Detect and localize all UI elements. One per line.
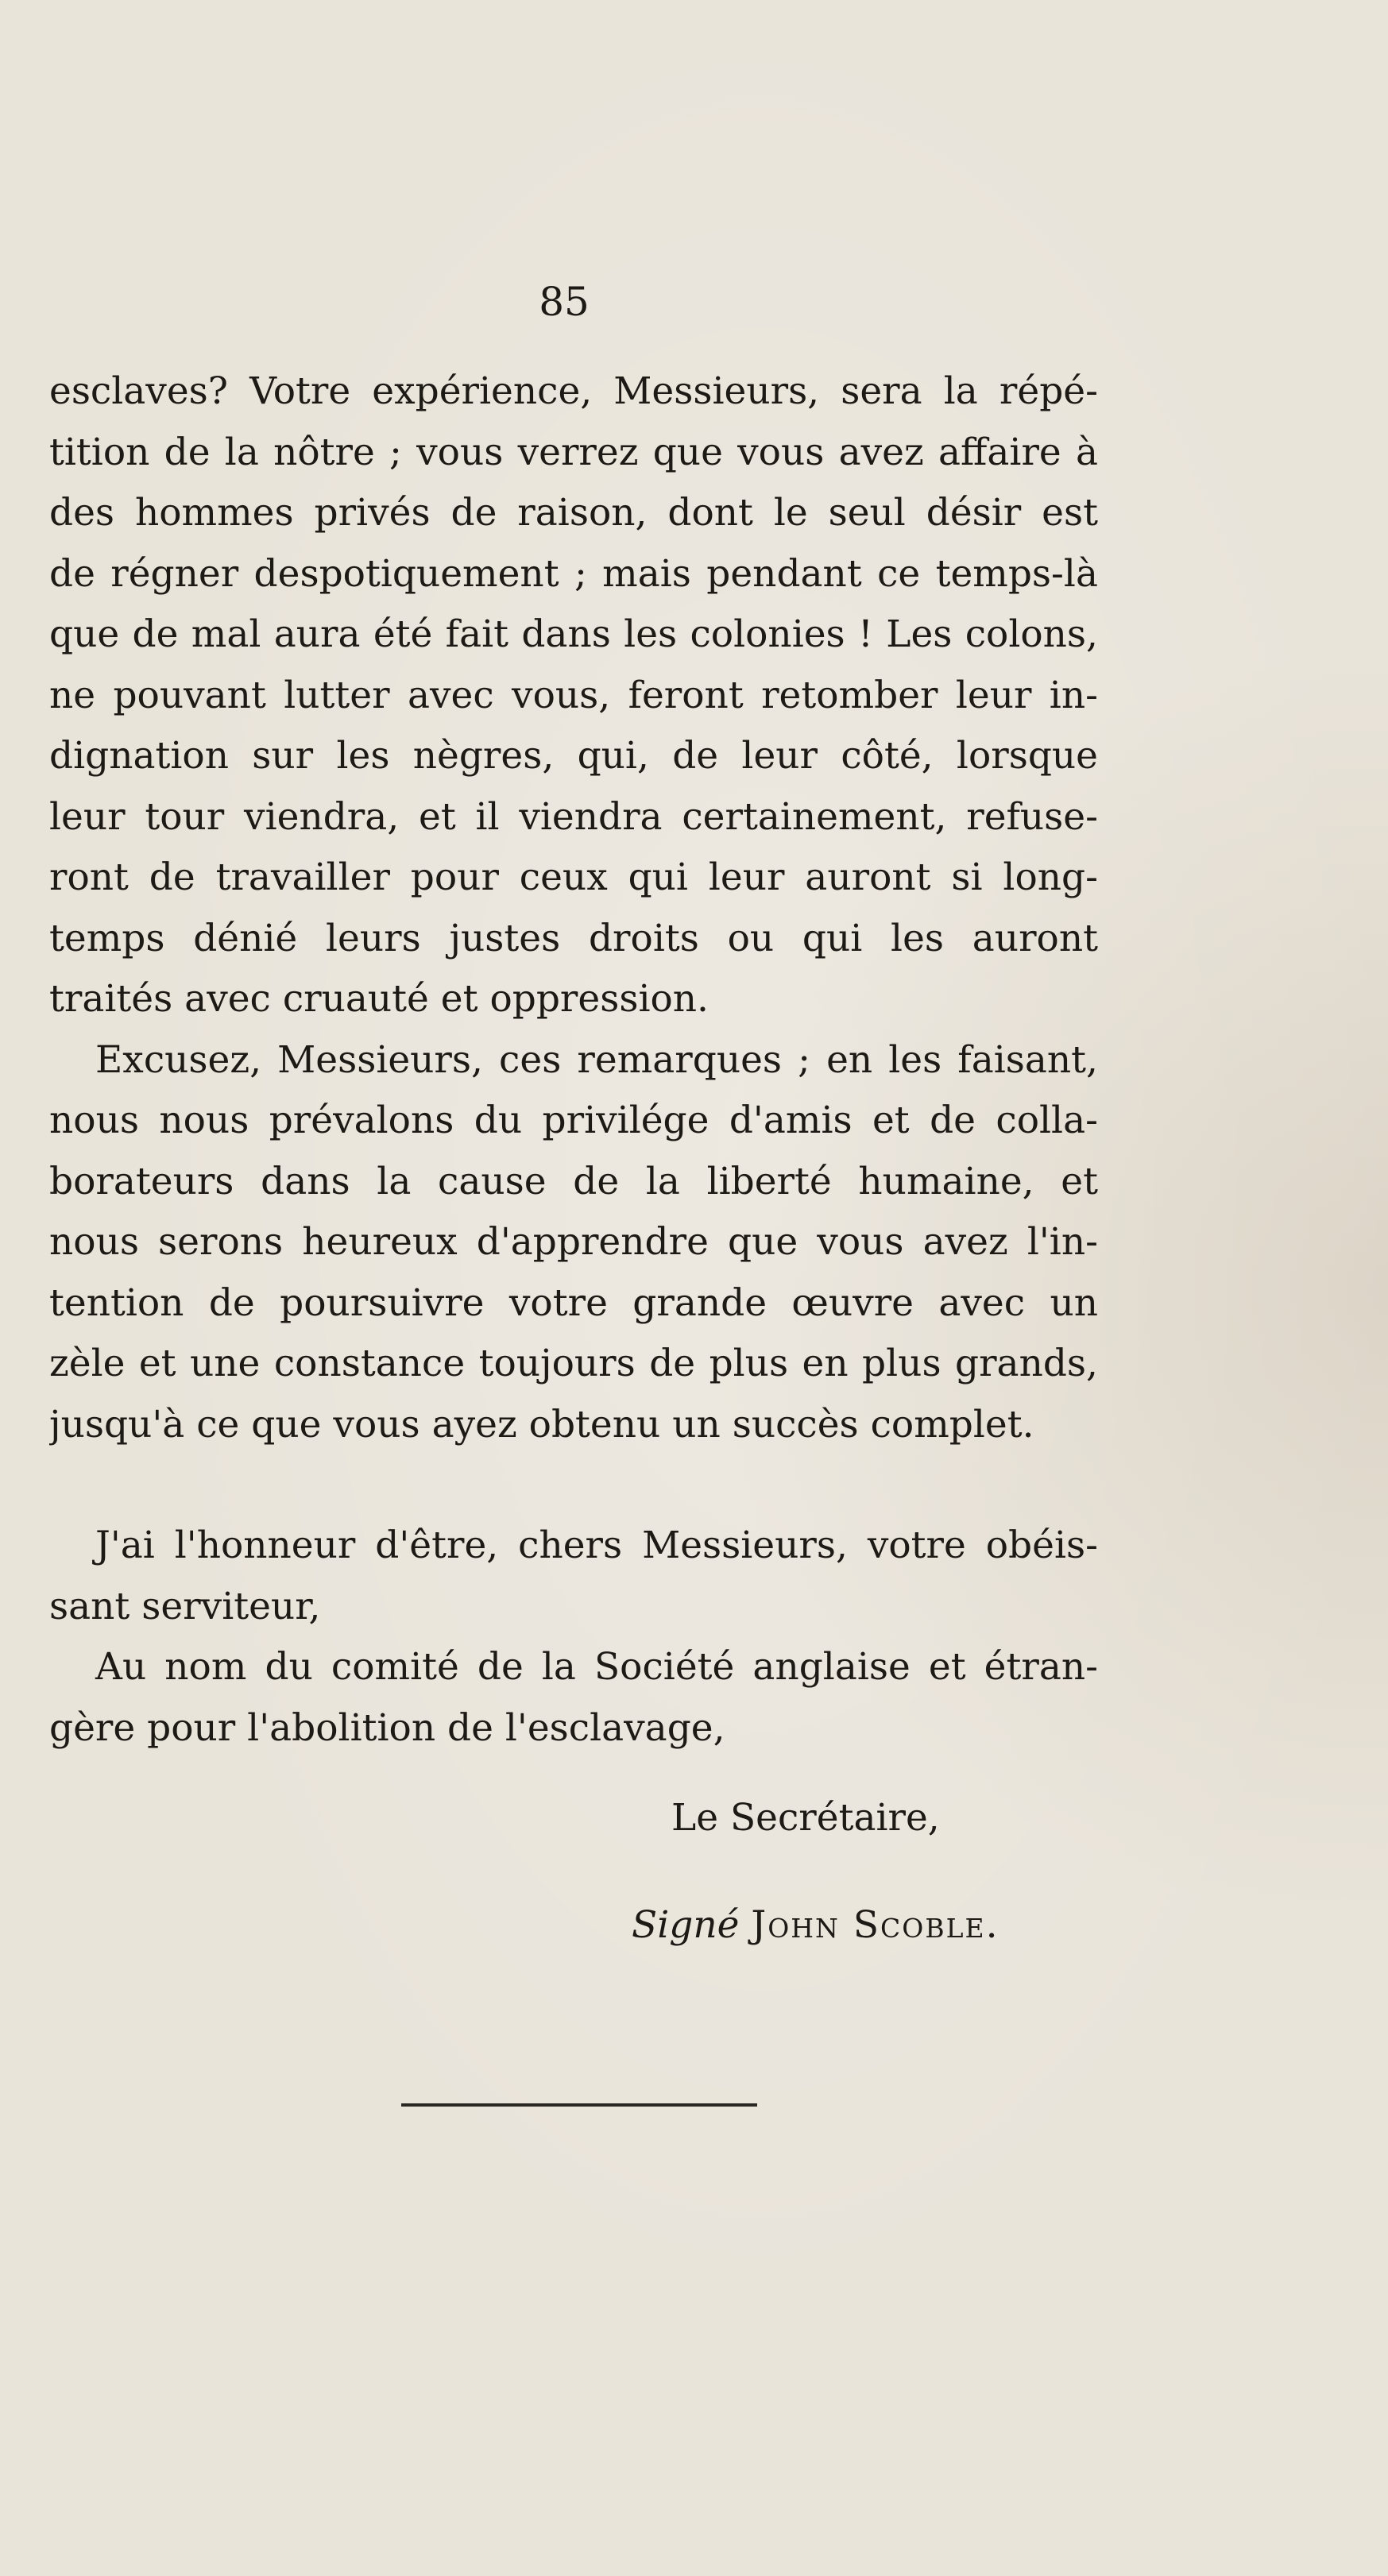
body-line: que de mal aura été fait dans les colonies ! Les colons, (49, 612, 1098, 656)
body-line: Excusez, Messieurs, ces remarques ; en les faisant, (95, 1037, 1098, 1082)
signature-title: Le Secrétaire, (671, 1796, 940, 1840)
letter-body (49, 361, 1098, 1455)
page-number: 85 (539, 279, 590, 325)
body-line: borateurs dans la cause de la liberté humaine, et (49, 1159, 1098, 1203)
body-line: ront de travailler pour ceux qui leur auront si long- (49, 855, 1098, 899)
signature-line (632, 1903, 999, 1947)
closing-line: gère pour l'abolition de l'esclavage, (49, 1705, 725, 1750)
closing-rule (401, 2103, 757, 2107)
body-line: jusqu'à ce que vous ayez obtenu un succès complet. (49, 1402, 1034, 1446)
body-line: esclaves? Votre expérience, Messieurs, sera la répé- (49, 369, 1098, 413)
body-line: dignation sur les nègres, qui, de leur côté, lorsque (49, 734, 1098, 778)
body-line: temps dénié leurs justes droits ou qui les auront (49, 916, 1098, 960)
body-line: nous nous prévalons du privilége d'amis et de colla- (49, 1099, 1098, 1142)
body-line: de régner despotiquement ; mais pendant ce temps-là (49, 551, 1098, 596)
closing-line: sant serviteur, (49, 1584, 321, 1628)
closing-line: Au nom du comité de la Société anglaise et étran- (95, 1645, 1098, 1689)
body-line: des hommes privés de raison, dont le seul désir est (49, 491, 1098, 535)
signed-word: Signé (632, 1903, 740, 1947)
body-line: nous serons heureux d'apprendre que vous avez l'in- (49, 1220, 1098, 1264)
body-line: traités avec cruauté et oppression. (49, 977, 709, 1021)
body-line: leur tour viendra, et il viendra certainement, refuse- (49, 794, 1098, 839)
body-line: tition de la nôtre ; vous verrez que vous avez affaire à (49, 430, 1098, 474)
closing-line: J'ai l'honneur d'être, chers Messieurs, votre obéis- (95, 1524, 1098, 1567)
letter-closing (49, 1516, 1098, 1759)
body-line: ne pouvant lutter avec vous, feront retomber leur in- (49, 673, 1098, 717)
body-line: tention de poursuivre votre grande œuvre avec un (49, 1280, 1098, 1325)
body-line: zèle et une constance toujours de plus en plus grands, (49, 1342, 1098, 1385)
signatory-name: John Scoble. (751, 1903, 999, 1947)
